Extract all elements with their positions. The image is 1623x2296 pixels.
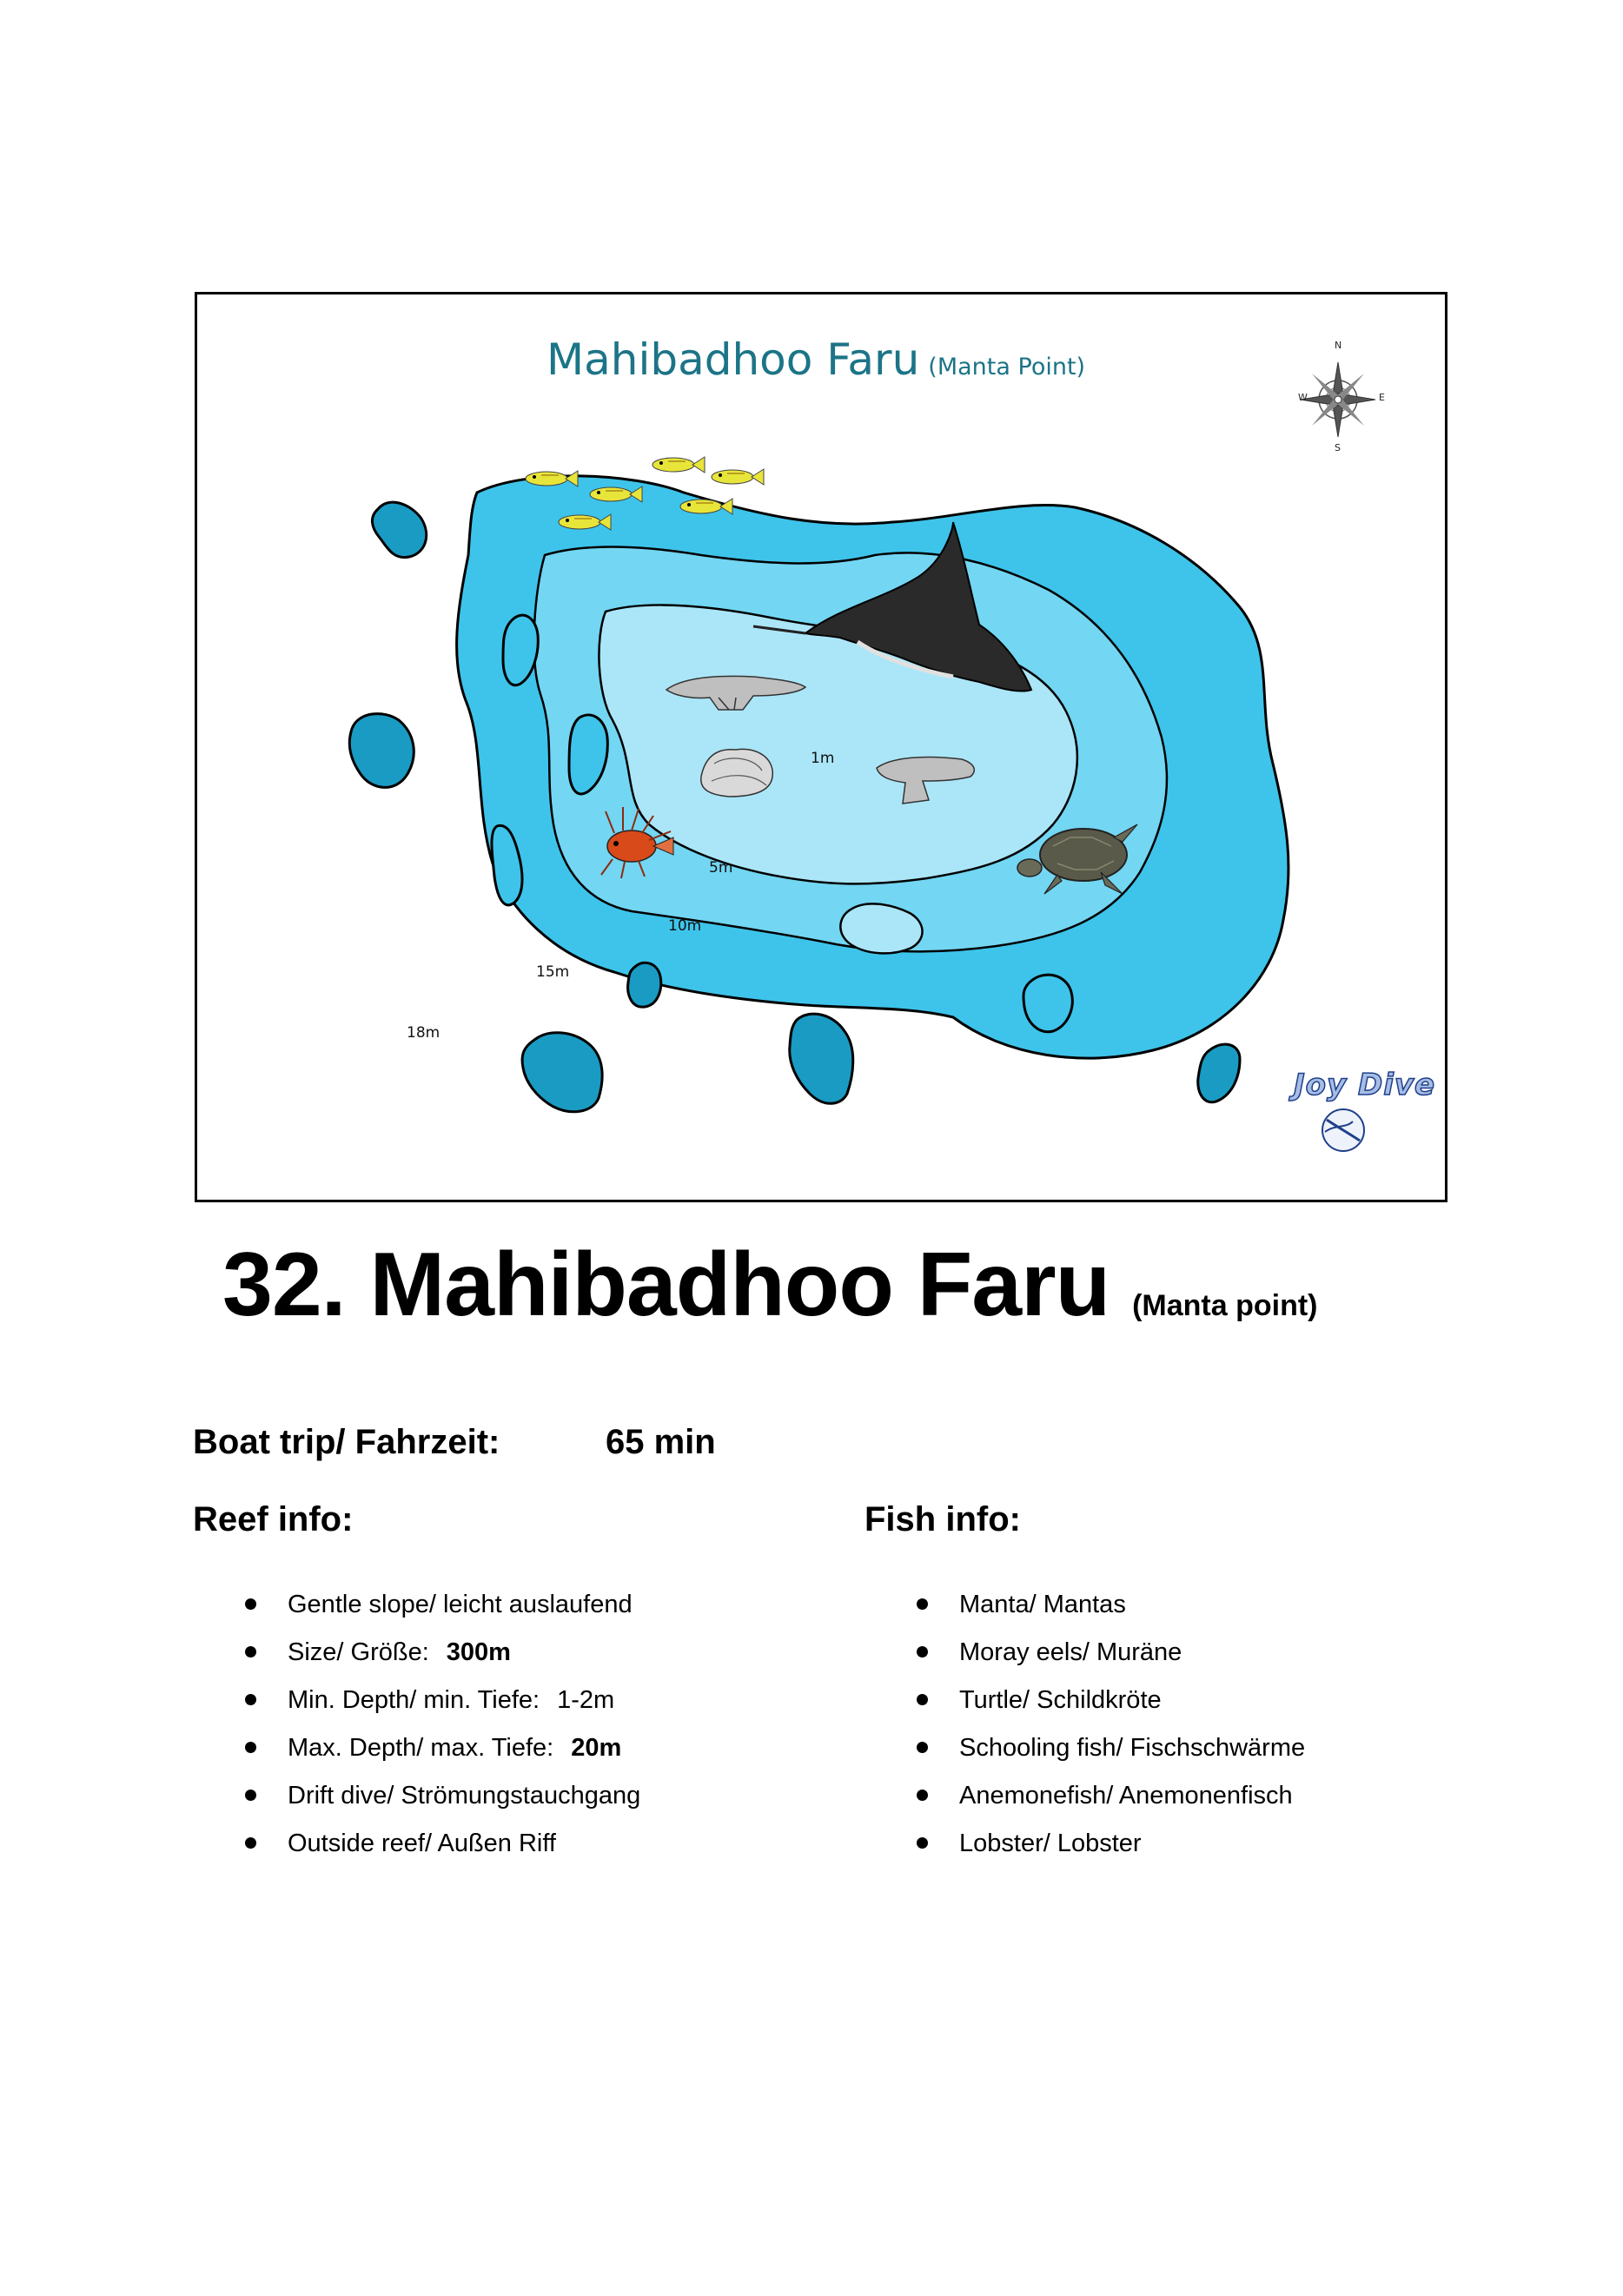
page-heading [222, 1234, 1318, 1337]
bullet-icon [917, 1742, 928, 1753]
list-item [864, 1829, 1305, 1876]
compass-north-label: N [1335, 340, 1342, 351]
dive-site-title: 32. Mahibadhoo Faru [222, 1234, 1110, 1335]
reef-item-text: Outside reef/ Außen Riff [288, 1830, 556, 1857]
bullet-icon [917, 1598, 928, 1610]
list-item [193, 1733, 640, 1781]
list-item [864, 1685, 1305, 1733]
list-item [193, 1590, 640, 1638]
joy-dive-logo: Joy Dive [1294, 1068, 1436, 1102]
reef-item-text: Min. Depth/ min. Tiefe: [288, 1686, 540, 1714]
list-item [864, 1781, 1305, 1829]
list-item [864, 1733, 1305, 1781]
depth-label-18m: 18m [407, 1024, 441, 1042]
depth-label-15m: 15m [536, 963, 570, 981]
fish-item-text: Turtle/ Schildkröte [959, 1686, 1162, 1714]
bullet-icon [917, 1646, 928, 1657]
island [1023, 975, 1072, 1032]
fish-info-heading: Fish info: [864, 1500, 1021, 1538]
list-item [864, 1638, 1305, 1685]
island [790, 1014, 853, 1103]
boat-trip-value: 65 min [606, 1423, 716, 1461]
fish-item-text: Lobster/ Lobster [959, 1830, 1142, 1857]
map-title-main: Mahibadhoo Faru [547, 334, 920, 385]
bullet-icon [917, 1694, 928, 1705]
coral-icon [701, 749, 773, 797]
fish-info-list [864, 1590, 1305, 1876]
dive-site-subtitle: (Manta point) [1132, 1289, 1318, 1322]
map-title [547, 334, 1085, 385]
compass-rose-icon [1301, 362, 1375, 437]
joy-dive-logo-icon [1322, 1109, 1364, 1151]
boat-trip-label: Boat trip/ Fahrzeit: [193, 1423, 500, 1461]
reef-item-text: Max. Depth/ max. Tiefe: [288, 1734, 554, 1762]
reef-item-value: 1-2m [557, 1686, 615, 1714]
island [372, 502, 426, 557]
island [522, 1033, 602, 1112]
depth-label-5m: 5m [709, 859, 733, 877]
dive-site-map [195, 292, 1447, 1202]
fish-item-text: Anemonefish/ Anemonenfisch [959, 1782, 1293, 1810]
reef-item-value: 20m [571, 1734, 622, 1762]
island [349, 714, 414, 788]
map-title-sub: (Manta Point) [928, 354, 1086, 380]
depth-label-10m: 10m [668, 917, 702, 935]
compass-south-label: S [1335, 442, 1341, 453]
fish-item-text: Schooling fish/ Fischschwärme [959, 1734, 1306, 1762]
list-item [193, 1638, 640, 1685]
list-item [193, 1781, 640, 1829]
compass-west-label: W [1298, 392, 1308, 403]
island [1198, 1044, 1240, 1102]
bullet-icon [245, 1646, 256, 1657]
bullet-icon [245, 1694, 256, 1705]
island [628, 963, 661, 1007]
reef-item-text: Size/ Größe: [288, 1638, 429, 1666]
fish-item-text: Moray eels/ Muräne [959, 1638, 1182, 1666]
reef-info-heading: Reef info: [193, 1500, 354, 1538]
bullet-icon [917, 1837, 928, 1849]
reef-item-value: 300m [446, 1638, 511, 1666]
reef-item-text: Gentle slope/ leicht auslaufend [288, 1591, 633, 1618]
depth-label-1m: 1m [811, 750, 835, 767]
bullet-icon [917, 1790, 928, 1801]
bullet-icon [245, 1790, 256, 1801]
list-item [864, 1590, 1305, 1638]
list-item [193, 1685, 640, 1733]
bullet-icon [245, 1598, 256, 1610]
bullet-icon [245, 1742, 256, 1753]
compass-east-label: E [1379, 392, 1385, 403]
bullet-icon [245, 1837, 256, 1849]
list-item [193, 1829, 640, 1876]
reef-map-graphic [197, 294, 1445, 1200]
reef-item-text: Drift dive/ Strömungstauchgang [288, 1782, 641, 1810]
fish-item-text: Manta/ Mantas [959, 1591, 1126, 1618]
reef-info-list [193, 1590, 640, 1876]
